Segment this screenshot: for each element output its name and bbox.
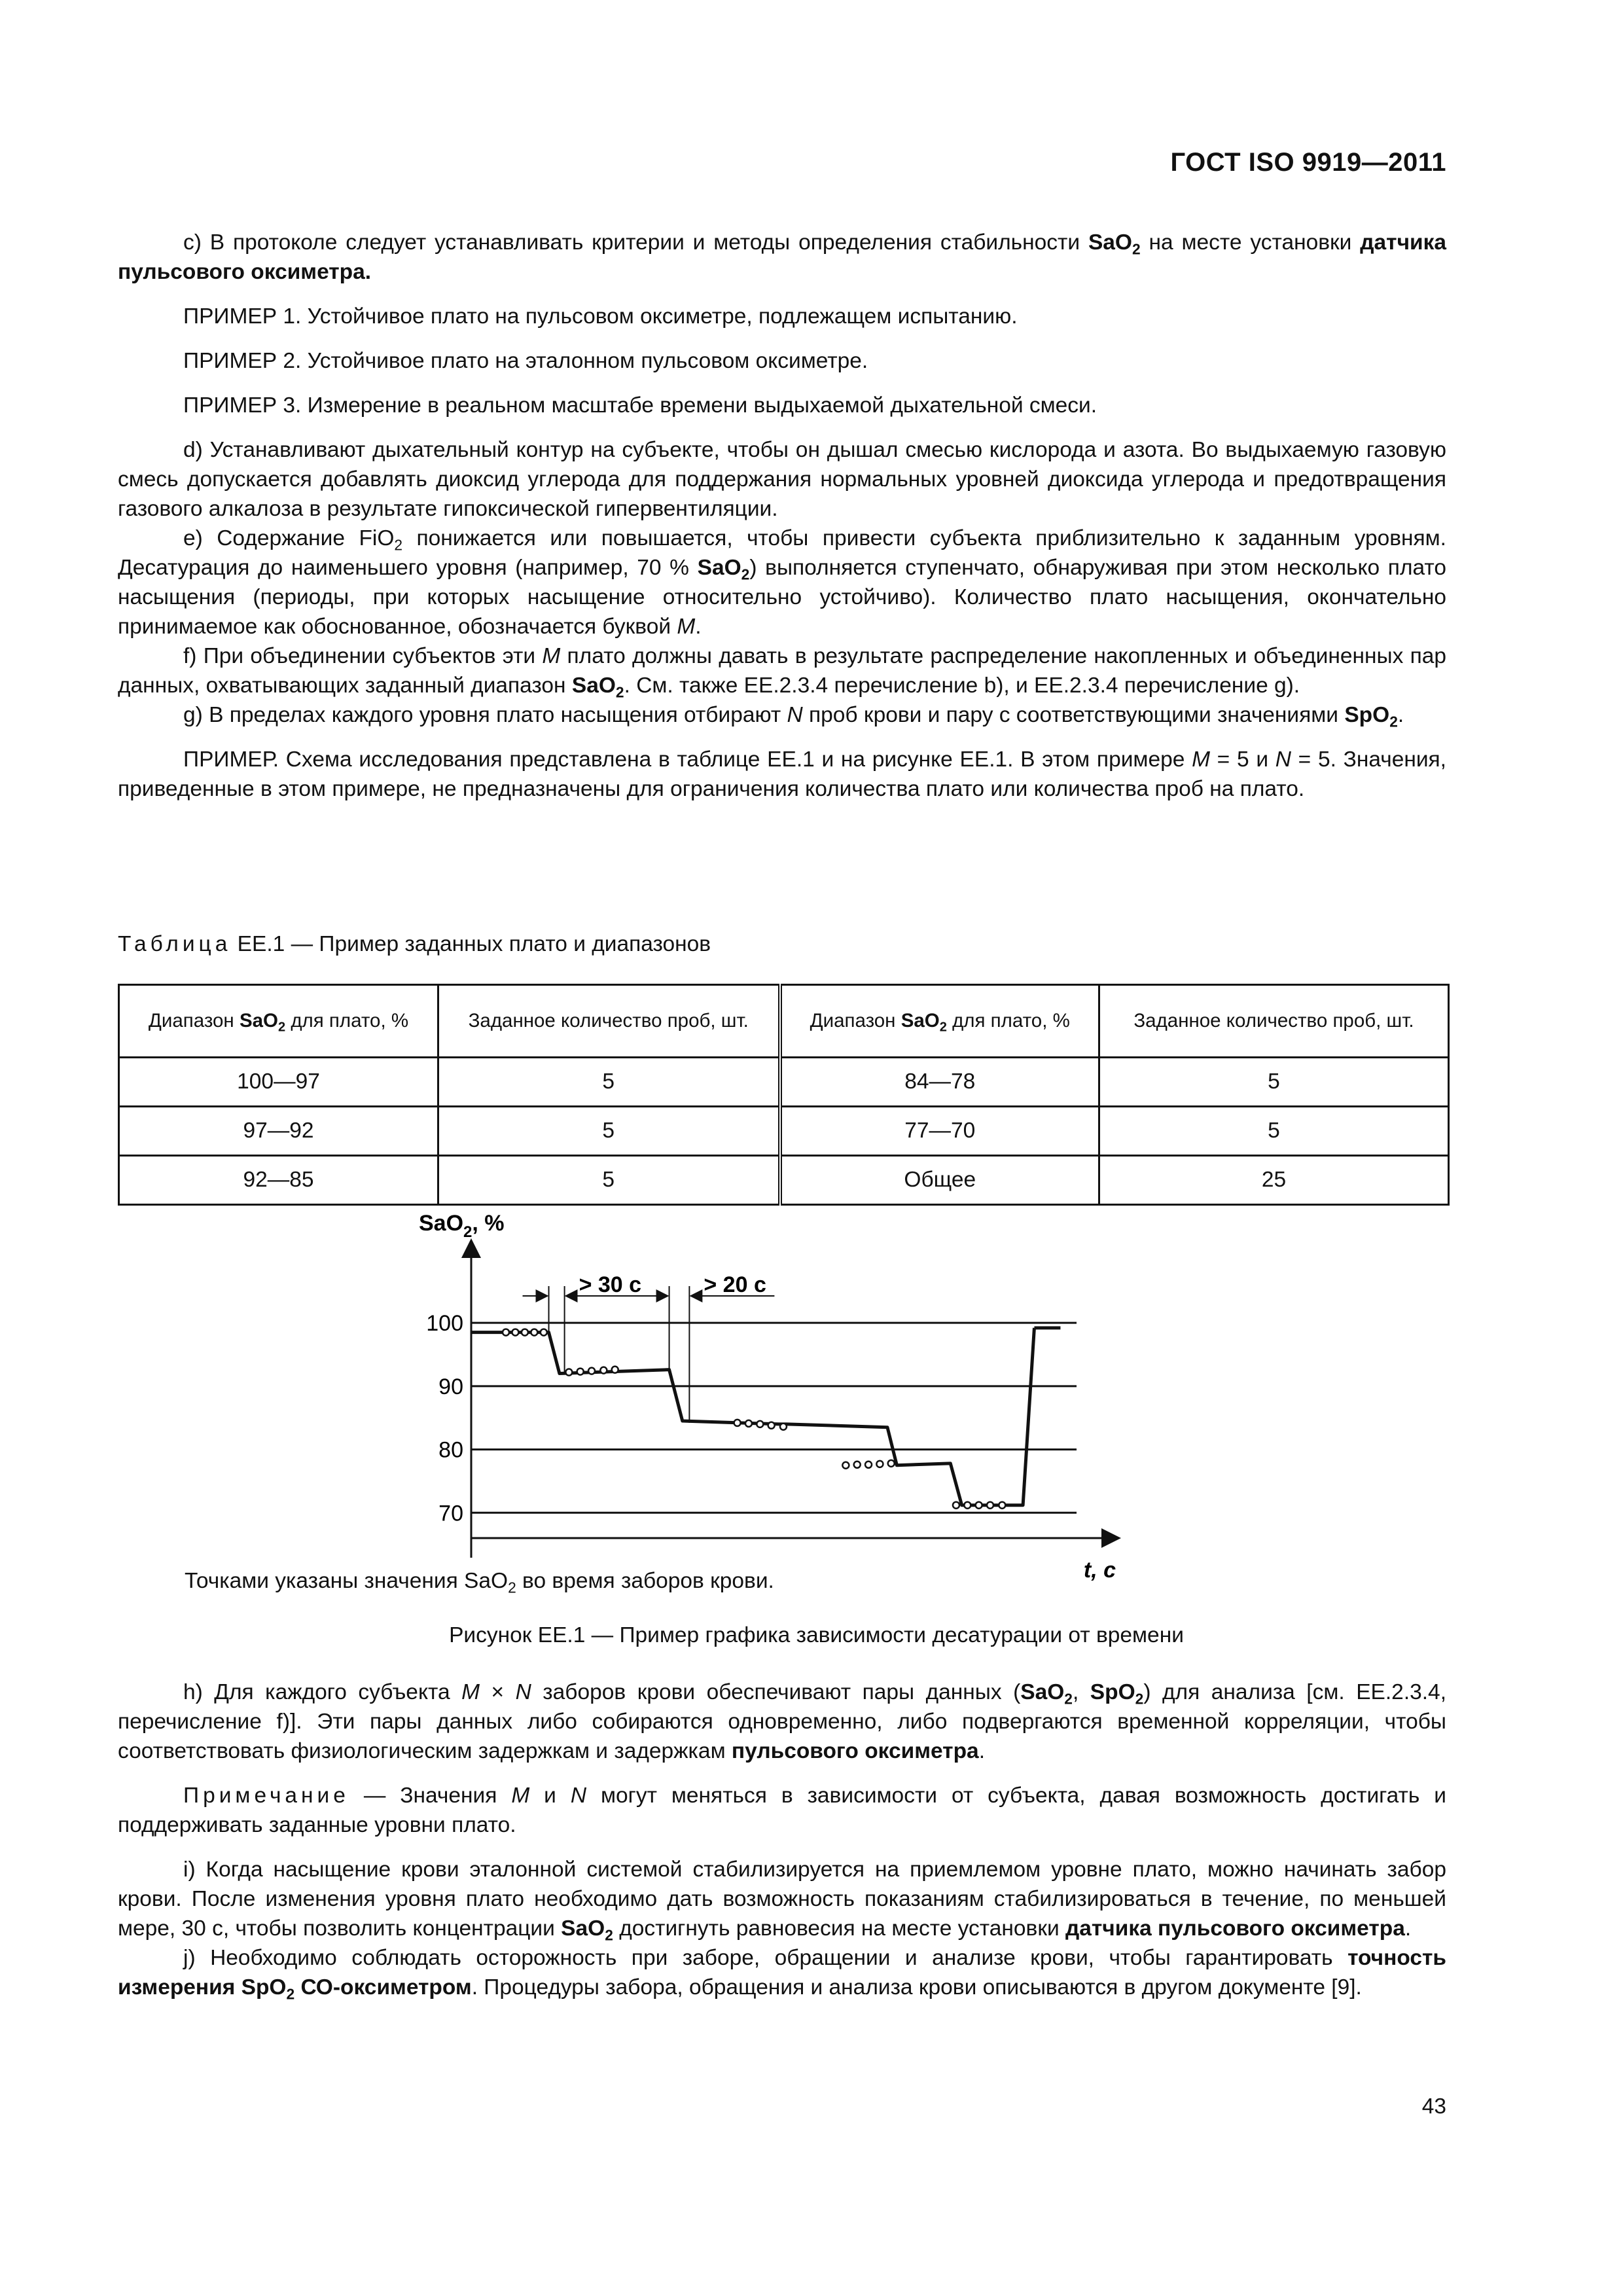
blood-sample-point bbox=[588, 1368, 595, 1374]
y-tick-label: 100 bbox=[426, 1311, 463, 1336]
duration-label: > 30 с bbox=[579, 1272, 642, 1297]
text-block-bottom bbox=[118, 1677, 1446, 2002]
blood-sample-point bbox=[612, 1367, 618, 1373]
y-tick-label: 80 bbox=[438, 1437, 463, 1463]
table-cell: 5 bbox=[438, 1058, 780, 1107]
table-cell: 84—78 bbox=[780, 1058, 1099, 1107]
table-cell: 97—92 bbox=[119, 1107, 438, 1156]
pulse-oximeter-sensor-term: датчика пульсового оксиметра. bbox=[118, 230, 1447, 284]
standard-header: ГОСТ ISO 9919—2011 bbox=[1170, 148, 1446, 177]
blood-sample-point bbox=[503, 1329, 509, 1336]
paragraph-c: c) В протоколе следует устанавливать критерии и методы определения стабильности SaO$_2$ на месте установки датчика пульсового оксиметра. bbox=[118, 230, 1447, 284]
table-cell: 5 bbox=[438, 1107, 780, 1156]
blood-sample-point bbox=[768, 1422, 775, 1429]
example-scheme: ПРИМЕР. Схема исследования представлена в таблице ЕЕ.1 и на рисунке ЕЕ.1. В этом примере M = 5 и N = 5. Значения, приведенные в этом примере, не предназначены для ограничения количества плато или количества проб на плато. bbox=[118, 747, 1446, 801]
blood-sample-point bbox=[888, 1460, 895, 1467]
plateau-table bbox=[118, 984, 1450, 1206]
table-row bbox=[119, 1058, 1449, 1107]
blood-sample-point bbox=[745, 1420, 752, 1427]
header-range-2: Диапазон SaO$_2$ для плато, % bbox=[780, 985, 1099, 1058]
table-row bbox=[119, 1156, 1449, 1205]
table-cell: 25 bbox=[1099, 1156, 1449, 1205]
example-2: ПРИМЕР 2. Устойчивое плато на эталонном пульсовом оксиметре. bbox=[183, 349, 868, 373]
table-cell: 77—70 bbox=[780, 1107, 1099, 1156]
blood-sample-point bbox=[757, 1421, 763, 1427]
paragraph-i: i) Когда насыщение крови эталонной системой стабилизируется на приемлемом уровне плато, можно начинать забор крови. После изменения уровня плато необходимо дать возможность показаниям стабилизироваться в течение, по меньшей мере, 30 с, чтобы позволить концентрации SaO$_2$ достигнуть равновесия на месте установки датчика пульсового оксиметра. bbox=[118, 1857, 1446, 1944]
sao2-term: SaO$_2$ bbox=[1088, 230, 1141, 258]
table-cell: 5 bbox=[438, 1156, 780, 1205]
text-block-top bbox=[118, 228, 1446, 804]
blood-sample-point bbox=[512, 1329, 518, 1336]
blood-sample-point bbox=[842, 1462, 849, 1469]
paragraph-j: j) Необходимо соблюдать осторожность при заборе, обращении и анализе крови, чтобы гарантировать точность измерения SpO$_2$ СО-оксиметром. Процедуры забора, обращения и анализа крови описываются в другом документе [9]. bbox=[118, 1946, 1446, 2003]
blood-sample-point bbox=[865, 1462, 872, 1468]
blood-sample-point bbox=[541, 1329, 547, 1336]
blood-sample-point bbox=[976, 1502, 982, 1509]
table-cell: 5 bbox=[1099, 1058, 1449, 1107]
y-axis-label: SaO$_2$, % bbox=[419, 1214, 505, 1241]
example-1: ПРИМЕР 1. Устойчивое плато на пульсовом оксиметре, подлежащем испытанию. bbox=[183, 304, 1018, 329]
table-header-row bbox=[119, 985, 1449, 1058]
sao2-line bbox=[471, 1328, 1034, 1505]
blood-sample-point bbox=[577, 1369, 584, 1375]
paragraph-g: g) В пределах каждого уровня плато насыщения отбирают N проб крови и пару с соответствующими значениями SpO$_2$. bbox=[183, 703, 1404, 730]
y-tick-label: 70 bbox=[438, 1501, 463, 1526]
table-caption: Таблица ЕЕ.1 — Пример заданных плато и диапазонов bbox=[118, 932, 711, 956]
header-count-2: Заданное количество проб, шт. bbox=[1099, 985, 1449, 1058]
blood-sample-point bbox=[522, 1329, 528, 1336]
figure-caption: Рисунок ЕЕ.1 — Пример графика зависимости десатурации от времени bbox=[449, 1623, 1184, 1647]
table-cell: Общее bbox=[780, 1156, 1099, 1205]
blood-sample-point bbox=[876, 1461, 883, 1467]
paragraph-h: h) Для каждого субъекта M × N заборов крови обеспечивают пары данных (SaO$_2$, SpO$_2$) для анализа [см. ЕЕ.2.3.4, перечисление f)]. Эти пары данных либо собираются одновременно, либо подвергаются временной корреляции, чтобы соответствовать физиологическим задержкам и задержкам пульсового оксиметра. bbox=[118, 1680, 1447, 1763]
note: Примечание — Значения M и N могут меняться в зависимости от субъекта, давая возможность достигать и поддерживать заданные уровни плато. bbox=[118, 1784, 1446, 1837]
desaturation-chart bbox=[393, 1214, 1158, 1581]
blood-sample-point bbox=[953, 1502, 959, 1509]
page-number: 43 bbox=[1421, 2094, 1446, 2119]
table-row bbox=[119, 1107, 1449, 1156]
blood-sample-point bbox=[531, 1329, 537, 1336]
blood-sample-point bbox=[999, 1502, 1005, 1509]
table-cell: 92—85 bbox=[119, 1156, 438, 1205]
duration-label: > 20 с bbox=[704, 1272, 766, 1297]
blood-sample-point bbox=[600, 1367, 607, 1374]
blood-sample-point bbox=[987, 1502, 993, 1509]
x-axis-label: t, с bbox=[1083, 1558, 1116, 1581]
header-count-1: Заданное количество проб, шт. bbox=[438, 985, 780, 1058]
header-range-1: Диапазон SaO$_2$ для плато, % bbox=[119, 985, 438, 1058]
blood-sample-point bbox=[780, 1424, 787, 1430]
blood-sample-point bbox=[964, 1502, 971, 1509]
paragraph-f: f) При объединении субъектов эти M плато должны давать в результате распределение накопленных и объединенных пар данных, охватывающих заданный диапазон SaO$_2$. См. также ЕЕ.2.3.4 перечисление b), и ЕЕ.2.3.4 перечисление g). bbox=[118, 644, 1446, 701]
blood-sample-point bbox=[565, 1369, 572, 1376]
paragraph-e: e) Содержание FiO$_2$ понижается или повышается, чтобы привести субъекта приблизительно к заданным уровням. Десатурация до наименьшего уровня (например, 70 % SaO$_2$) выполняется ступенчато, обнаруживая при этом несколько плато насыщения (периоды, при которых насыщение относительно устойчиво). Количество плато насыщения, окончательно принимаемое как обоснованное, обозначается буквой M. bbox=[118, 526, 1446, 639]
example-3: ПРИМЕР 3. Измерение в реальном масштабе времени выдыхаемой дыхательной смеси. bbox=[183, 393, 1097, 418]
figure-note: Точками указаны значения SaO$_2$ во время заборов крови. bbox=[185, 1569, 774, 1596]
table-cell: 100—97 bbox=[119, 1058, 438, 1107]
blood-sample-point bbox=[854, 1462, 861, 1468]
table-cell: 5 bbox=[1099, 1107, 1449, 1156]
y-tick-label: 90 bbox=[438, 1374, 463, 1399]
blood-sample-point bbox=[734, 1420, 741, 1426]
paragraph-d: d) Устанавливают дыхательный контур на субъекте, чтобы он дышал смесью кислорода и азота. Во выдыхаемую газовую смесь допускается добавлять диоксид углерода для поддержания нормальных уровней диоксида углерода и предотвращения газового алкалоза в результате гипоксической гипервентиляции. bbox=[118, 438, 1446, 521]
